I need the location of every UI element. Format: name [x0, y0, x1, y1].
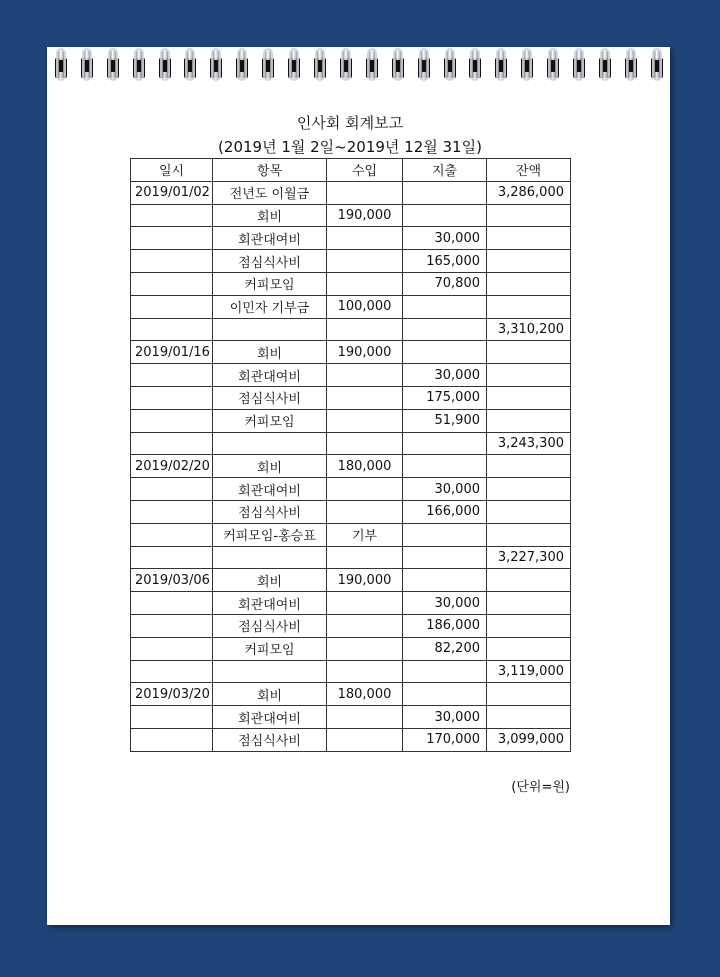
cell-income: [327, 318, 403, 341]
cell-item: 회관대여비: [213, 227, 327, 250]
table-row: [131, 386, 571, 409]
binding-ring: [339, 48, 353, 88]
cell-income: [327, 637, 403, 660]
header-income: 수입: [327, 159, 403, 182]
cell-balance: [487, 455, 571, 478]
cell-income: [327, 660, 403, 683]
cell-income: [327, 409, 403, 432]
cell-expense: [403, 204, 487, 227]
cell-balance: [487, 204, 571, 227]
cell-item: 회비: [213, 341, 327, 364]
cell-date: 2019/03/06: [131, 569, 213, 592]
report-title: 인사회 회계보고: [296, 114, 404, 132]
binding-ring: [417, 48, 431, 88]
cell-item: [213, 432, 327, 455]
cell-income: [327, 272, 403, 295]
cell-date: [131, 500, 213, 523]
table-row: [131, 478, 571, 501]
cell-balance: [487, 637, 571, 660]
binding-ring: [287, 48, 301, 88]
cell-expense: 175,000: [403, 386, 487, 409]
cell-expense: 30,000: [403, 706, 487, 729]
cell-date: [131, 250, 213, 273]
cell-balance: [487, 272, 571, 295]
binding-ring: [572, 48, 586, 88]
table-row: [131, 569, 571, 592]
cell-balance: [487, 614, 571, 637]
cell-expense: [403, 523, 487, 546]
binding-ring: [54, 48, 68, 88]
cell-balance: 3,286,000: [487, 181, 571, 204]
cell-expense: [403, 546, 487, 569]
binding-ring: [546, 48, 560, 88]
cell-expense: 30,000: [403, 364, 487, 387]
cell-income: [327, 478, 403, 501]
table-row: [131, 706, 571, 729]
table-row: [131, 204, 571, 227]
cell-date: [131, 204, 213, 227]
table-row: [131, 455, 571, 478]
cell-item: 커피모임: [213, 637, 327, 660]
cell-expense: 165,000: [403, 250, 487, 273]
table-row: [131, 614, 571, 637]
header-expense: 지출: [403, 159, 487, 182]
cell-date: 2019/03/20: [131, 683, 213, 706]
cell-balance: [487, 478, 571, 501]
cell-expense: 186,000: [403, 614, 487, 637]
cell-item: 커피모임: [213, 272, 327, 295]
binding-ring: [520, 48, 534, 88]
cell-date: [131, 546, 213, 569]
cell-expense: [403, 295, 487, 318]
cell-income: [327, 386, 403, 409]
cell-item: 회관대여비: [213, 478, 327, 501]
cell-item: 이민자 기부금: [213, 295, 327, 318]
cell-item: 전년도 이월금: [213, 181, 327, 204]
cell-expense: [403, 455, 487, 478]
cell-item: 회관대여비: [213, 364, 327, 387]
cell-income: [327, 614, 403, 637]
table-row: [131, 500, 571, 523]
table-row: [131, 318, 571, 341]
cell-item: 점심식사비: [213, 614, 327, 637]
cell-expense: 30,000: [403, 227, 487, 250]
table-row: [131, 546, 571, 569]
cell-item: 회관대여비: [213, 706, 327, 729]
cell-balance: [487, 250, 571, 273]
cell-item: 회비: [213, 204, 327, 227]
binding-ring: [391, 48, 405, 88]
cell-expense: [403, 660, 487, 683]
cell-item: 회비: [213, 569, 327, 592]
cell-income: [327, 432, 403, 455]
cell-balance: 3,119,000: [487, 660, 571, 683]
unit-note: (단위=원): [511, 780, 570, 795]
cell-income: [327, 227, 403, 250]
table-row: [131, 272, 571, 295]
binding-ring: [80, 48, 94, 88]
binding-ring: [158, 48, 172, 88]
cell-balance: [487, 227, 571, 250]
cell-income: 180,000: [327, 683, 403, 706]
cell-balance: [487, 409, 571, 432]
binding-ring: [209, 48, 223, 88]
cell-date: [131, 637, 213, 660]
cell-income: [327, 250, 403, 273]
cell-item: 점심식사비: [213, 728, 327, 751]
cell-balance: 3,227,300: [487, 546, 571, 569]
header-balance: 잔액: [487, 159, 571, 182]
cell-expense: 170,000: [403, 728, 487, 751]
binding-ring: [650, 48, 664, 88]
cell-expense: [403, 181, 487, 204]
cell-expense: 30,000: [403, 478, 487, 501]
cell-income: [327, 592, 403, 615]
binding-ring: [132, 48, 146, 88]
cell-date: 2019/02/20: [131, 455, 213, 478]
table-row: [131, 660, 571, 683]
cell-income: [327, 364, 403, 387]
binding-ring: [235, 48, 249, 88]
table-row: [131, 728, 571, 751]
cell-balance: [487, 523, 571, 546]
table-row: [131, 523, 571, 546]
binding-ring: [261, 48, 275, 88]
cell-date: [131, 318, 213, 341]
cell-date: [131, 614, 213, 637]
cell-date: [131, 386, 213, 409]
cell-balance: [487, 683, 571, 706]
cell-date: [131, 592, 213, 615]
cell-balance: [487, 500, 571, 523]
cell-expense: [403, 569, 487, 592]
spiral-binding: [48, 48, 670, 88]
table-row: [131, 341, 571, 364]
cell-expense: 166,000: [403, 500, 487, 523]
cell-expense: [403, 341, 487, 364]
cell-balance: [487, 592, 571, 615]
cell-expense: 51,900: [403, 409, 487, 432]
cell-item: 점심식사비: [213, 250, 327, 273]
cell-income: 100,000: [327, 295, 403, 318]
cell-date: [131, 706, 213, 729]
cell-income: 190,000: [327, 569, 403, 592]
cell-balance: [487, 386, 571, 409]
cell-date: [131, 478, 213, 501]
cell-income: 기부: [327, 523, 403, 546]
table-row: [131, 227, 571, 250]
cell-income: 190,000: [327, 341, 403, 364]
table-row: [131, 683, 571, 706]
binding-ring: [598, 48, 612, 88]
cell-date: [131, 364, 213, 387]
cell-item: 회관대여비: [213, 592, 327, 615]
cell-expense: [403, 432, 487, 455]
cell-income: [327, 181, 403, 204]
cell-balance: 3,243,300: [487, 432, 571, 455]
binding-ring: [468, 48, 482, 88]
cell-expense: 30,000: [403, 592, 487, 615]
table-row: [131, 432, 571, 455]
report-period: (2019년 1월 2일~2019년 12월 31일): [218, 138, 482, 156]
table-row: [131, 637, 571, 660]
cell-balance: [487, 706, 571, 729]
cell-date: 2019/01/02: [131, 181, 213, 204]
cell-item: 회비: [213, 683, 327, 706]
cell-balance: [487, 364, 571, 387]
cell-expense: [403, 683, 487, 706]
accounting-table: [130, 158, 571, 752]
cell-item: 커피모임-홍승표: [213, 523, 327, 546]
binding-ring: [313, 48, 327, 88]
cell-date: [131, 660, 213, 683]
cell-expense: [403, 318, 487, 341]
table-row: [131, 295, 571, 318]
cell-balance: [487, 569, 571, 592]
cell-income: [327, 500, 403, 523]
binding-ring: [494, 48, 508, 88]
table-row: [131, 364, 571, 387]
binding-ring: [106, 48, 120, 88]
cell-balance: 3,310,200: [487, 318, 571, 341]
cell-item: 회비: [213, 455, 327, 478]
cell-income: [327, 728, 403, 751]
cell-item: 점심식사비: [213, 500, 327, 523]
cell-balance: [487, 295, 571, 318]
cell-date: [131, 272, 213, 295]
cell-income: 190,000: [327, 204, 403, 227]
cell-date: [131, 409, 213, 432]
cell-date: [131, 227, 213, 250]
cell-expense: 70,800: [403, 272, 487, 295]
cell-income: 180,000: [327, 455, 403, 478]
header-item: 항목: [213, 159, 327, 182]
cell-income: [327, 546, 403, 569]
cell-date: 2019/01/16: [131, 341, 213, 364]
binding-ring: [183, 48, 197, 88]
table-header-row: [131, 159, 571, 182]
table-row: [131, 181, 571, 204]
cell-item: 점심식사비: [213, 386, 327, 409]
header-date: 일시: [131, 159, 213, 182]
cell-item: 커피모임: [213, 409, 327, 432]
table-row: [131, 250, 571, 273]
cell-balance: [487, 341, 571, 364]
binding-ring: [443, 48, 457, 88]
cell-item: [213, 660, 327, 683]
cell-income: [327, 706, 403, 729]
cell-expense: 82,200: [403, 637, 487, 660]
cell-balance: 3,099,000: [487, 728, 571, 751]
binding-ring: [624, 48, 638, 88]
cell-date: [131, 295, 213, 318]
cell-date: [131, 432, 213, 455]
cell-date: [131, 728, 213, 751]
cell-date: [131, 523, 213, 546]
binding-ring: [365, 48, 379, 88]
cell-item: [213, 318, 327, 341]
cell-item: [213, 546, 327, 569]
table-row: [131, 409, 571, 432]
table-row: [131, 592, 571, 615]
